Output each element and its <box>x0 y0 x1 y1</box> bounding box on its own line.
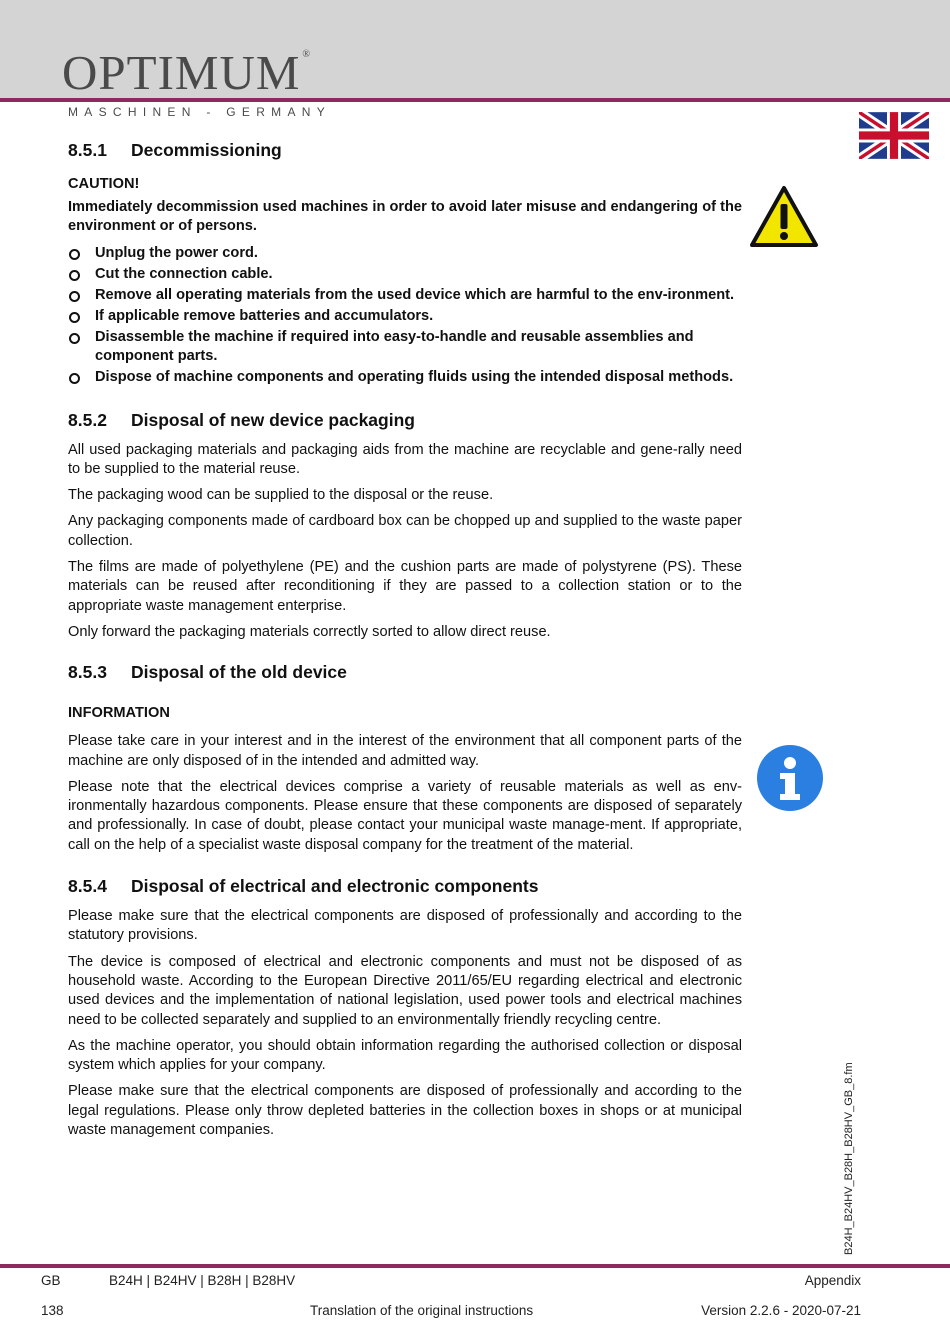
list-item: Cut the connection cable. <box>68 265 742 285</box>
section-number: 8.5.2 <box>68 409 107 430</box>
section-old-device <box>68 660 742 855</box>
list-item: Dispose of machine components and operating fluids using the intended disposal methods. <box>68 368 742 388</box>
section-electrical <box>68 874 742 1140</box>
section-heading <box>68 874 742 898</box>
paragraph: As the machine operator, you should obtain information regarding the authorised collection or disposal system which applies for your company. <box>68 1037 742 1074</box>
paragraph: The packaging wood can be supplied to the disposal or the reuse. <box>68 487 494 504</box>
footer-models: B24H | B24HV | B28H | B28HV <box>109 1273 296 1288</box>
bullet-icon <box>69 270 80 281</box>
paragraph: Please take care in your interest and in the interest of the environment that all component parts of the machine are only disposed of in the intended and admitted way. <box>68 733 742 769</box>
caution-text: Immediately decommission used machines in order to avoid later misuse and endangering of the environment or of persons. <box>68 199 742 235</box>
footer-version: Version 2.2.6 - 2020-07-21 <box>701 1303 861 1318</box>
section-heading <box>68 408 742 432</box>
footer-page-number: 138 <box>41 1303 64 1318</box>
section-number: 8.5.3 <box>68 662 107 683</box>
section-heading <box>68 660 742 684</box>
paragraph: The films are made of polyethylene (PE) and the cushion parts are made of polystyrene (PS). These materials can be reused after reconditioning if they are passed to a collection station or to the appropriate waste management enterprise. <box>68 559 742 614</box>
section-number: 8.5.1 <box>68 140 107 160</box>
paragraph: All used packaging materials and packaging aids from the machine are recyclable and gene-rally need to be supplied to the material reuse. <box>68 441 742 477</box>
footer-note: Translation of the original instructions <box>310 1303 534 1318</box>
brand-name: OPTIMUM <box>62 45 301 100</box>
section-number: 8.5.4 <box>68 876 107 897</box>
bullet-icon <box>69 249 80 260</box>
content <box>68 138 742 1147</box>
section-decommissioning <box>68 138 742 388</box>
list-item: Unplug the power cord. <box>68 244 742 264</box>
section-title: Disposal of electrical and electronic components <box>131 876 539 897</box>
footer-chapter: Appendix <box>804 1273 861 1288</box>
paragraph: Please make sure that the electrical components are disposed of professionally and according to the legal regulations. Please only throw depleted batteries in the collection boxes in shops or at municipal waste management companies. <box>68 1083 742 1139</box>
list-item: If applicable remove batteries and accumulators. <box>68 307 742 327</box>
list-item: Remove all operating materials from the used device which are harmful to the env-ironment. <box>68 286 742 306</box>
bullet-icon <box>69 373 80 384</box>
paragraph: The device is composed of electrical and electronic components and must not be disposed of as household waste. According to the European Directive 2011/65/EU regarding electrical and electronic used devices and the implementation of national legislation, used power tools and electrical machines need to be collected separately and supplied to an environmentally friendly recycling centre. <box>68 953 742 1028</box>
brand-logo <box>62 45 312 100</box>
information-label: INFORMATION <box>68 705 170 722</box>
paragraph: Please note that the electrical devices comprise a variety of reusable materials as well as env-ironmentally hazardous components. Please ensure that these components are disposed of separately and professionally. In case of doubt, please contact your municipal waste manage-ment. If appropriate, call on the help of a specialist waste disposal company for the treatment of the material. <box>68 778 742 853</box>
brand-subtitle: MASCHINEN - GERMANY <box>68 105 332 119</box>
footer-language: GB <box>41 1273 61 1288</box>
warning-icon <box>749 185 819 248</box>
list-item: Disassemble the machine if required into easy-to-handle and reusable assemblies and component parts. <box>68 328 742 367</box>
bullet-icon <box>69 333 80 344</box>
caution-label: CAUTION! <box>68 176 140 192</box>
info-icon <box>756 744 824 812</box>
footer-rule <box>0 1264 950 1268</box>
section-title: Disposal of the old device <box>131 662 347 683</box>
section-title: Decommissioning <box>131 140 282 160</box>
file-name-label: B24H_B24HV_B28H_B28HV_GB_8.fm <box>843 1062 855 1255</box>
uk-flag-icon <box>859 112 929 159</box>
section-heading <box>68 138 742 162</box>
section-title: Disposal of new device packaging <box>131 409 415 430</box>
paragraph: Any packaging components made of cardboard box can be chopped up and supplied to the waste paper collection. <box>68 513 742 549</box>
bullet-list <box>68 244 742 388</box>
section-packaging <box>68 408 742 643</box>
registered-mark: ® <box>302 49 312 60</box>
paragraph: Only forward the packaging materials correctly sorted to allow direct reuse. <box>68 623 551 640</box>
bullet-icon <box>69 312 80 323</box>
bullet-icon <box>69 291 80 302</box>
paragraph: Please make sure that the electrical components are disposed of professionally and according to the statutory provisions. <box>68 908 742 944</box>
